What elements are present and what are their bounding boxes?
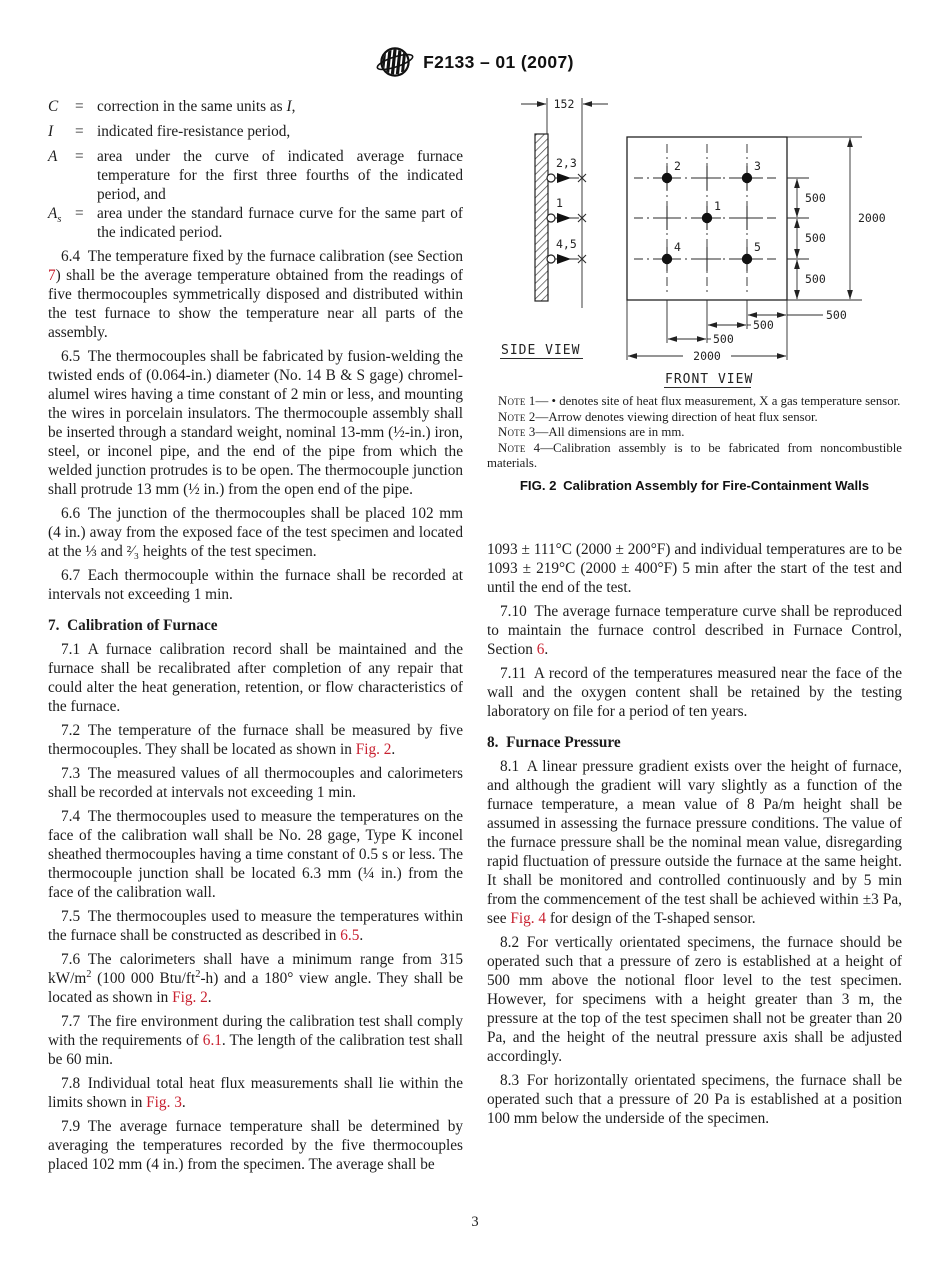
viewing-direction-arrow bbox=[557, 213, 571, 223]
definition-text: area under the curve of indicated average furnace temperature for the first three fourths of the indicated period, and bbox=[97, 148, 463, 204]
definitions-list bbox=[48, 97, 463, 242]
side-view-label: SIDE VIEW bbox=[501, 343, 581, 358]
paragraph-7-8: 7.8 Individual total heat flux measurements shall lie within the limits shown in Fig. 3. bbox=[48, 1075, 463, 1112]
front-view-label: FRONT VIEW bbox=[665, 372, 754, 387]
equals-sign: = bbox=[75, 98, 84, 115]
cross-reference-link[interactable]: Fig. 2 bbox=[355, 741, 392, 759]
heat-flux-sensor-circle bbox=[547, 214, 555, 222]
equals-sign: = bbox=[75, 205, 84, 223]
paragraph-6-4: 6.4 The temperature fixed by the furnace calibration (see Section 7) shall be the average temperature obtained from the readings of five thermocouples symmetrically disposed and distributed within the test furnace to show the temperature near all parts of the assembly. bbox=[48, 248, 463, 342]
row-dimension: 500 bbox=[805, 272, 826, 286]
cross-reference-link[interactable]: 6.5 bbox=[340, 927, 360, 945]
note-text: —Arrow denotes viewing direction of heat flux sensor. bbox=[535, 409, 818, 424]
height-dimension: 2000 bbox=[858, 211, 886, 225]
paragraph-7-2: 7.2 The temperature of the furnace shall be measured by five thermocouples. They shall be located as shown in Fig. 2. bbox=[48, 722, 463, 759]
cross-reference-link[interactable]: 6.1 bbox=[202, 1032, 222, 1050]
figure-note-3 bbox=[487, 425, 902, 441]
viewing-direction-arrow bbox=[557, 173, 571, 183]
right-column bbox=[487, 90, 902, 1174]
figure-note-2 bbox=[487, 410, 902, 426]
definition-text: indicated fire-resistance period, bbox=[97, 123, 291, 141]
cross-reference-link[interactable]: 6 bbox=[536, 640, 545, 658]
point-label: 4 bbox=[674, 240, 681, 254]
definition-text: correction in the same units as I, bbox=[97, 98, 296, 115]
paragraph-6-6: 6.6 The junction of the thermocouples shall be placed 102 mm (4 in.) away from the exposed face of the test specimen and located at the ⅓ and ²⁄₃ heights of the test specimen. bbox=[48, 505, 463, 561]
viewing-direction-arrow bbox=[557, 254, 571, 264]
sensor-label: 2,3 bbox=[556, 156, 577, 170]
section-7-heading: 7. Calibration of Furnace bbox=[48, 617, 218, 635]
document-title: F2133 – 01 (2007) bbox=[423, 51, 574, 72]
note-label: Note 1 bbox=[498, 394, 536, 408]
definition-row bbox=[48, 97, 463, 122]
point-label: 3 bbox=[754, 159, 761, 173]
paragraph-7-3: 7.3 The measured values of all thermocouples and calorimeters shall be recorded at intervals not exceeding 1 min. bbox=[48, 765, 463, 802]
paragraph-8-3: 8.3 For horizontally orientated specimens, the furnace shall be operated such that a pressure of 20 Pa is established at a position 100 mm below the underside of the specimen. bbox=[487, 1071, 902, 1127]
heat-flux-sensor-circle bbox=[547, 255, 555, 263]
figure-note-1 bbox=[487, 394, 902, 410]
note-text: — • denotes site of heat flux measurement, X a gas temperature sensor. bbox=[535, 394, 901, 408]
heat-flux-point-1 bbox=[702, 213, 712, 223]
heat-flux-point-2 bbox=[662, 173, 672, 183]
left-column bbox=[48, 90, 463, 1174]
equals-sign: = bbox=[75, 123, 84, 141]
cross-reference-link[interactable]: Fig. 4 bbox=[510, 909, 547, 927]
side-view-group bbox=[500, 97, 608, 359]
page-header bbox=[0, 44, 950, 80]
side-view-depth-dimension: 152 bbox=[553, 97, 575, 111]
width-dimension: 2000 bbox=[693, 349, 721, 363]
definition-symbol: C bbox=[48, 98, 59, 115]
page-number: 3 bbox=[471, 1214, 479, 1230]
paragraph-7-1: 7.1 A furnace calibration record shall be maintained and the furnace shall be recalibrated after completion of any repair that could alter the heat generation, retention, or flow characteristics of the furnace. bbox=[48, 641, 463, 716]
astm-logo bbox=[376, 44, 414, 80]
sensor-label: 4,5 bbox=[556, 237, 577, 251]
point-label: 5 bbox=[754, 240, 761, 254]
section-8-heading: 8. Furnace Pressure bbox=[487, 733, 621, 751]
figure-notes bbox=[487, 394, 902, 472]
definition-symbol: A bbox=[48, 205, 58, 223]
front-view-group bbox=[627, 137, 886, 388]
col-dimension: 500 bbox=[753, 318, 774, 332]
wall-section bbox=[535, 134, 548, 301]
row-dimension: 500 bbox=[805, 191, 826, 205]
point-label: 2 bbox=[674, 159, 681, 173]
note-text: —Calibration assembly is to be fabricated from noncombustible materials. bbox=[487, 440, 902, 471]
paragraph-7-5: 7.5 The thermocouples used to measure the temperatures within the furnace shall be constructed as described in 6.5. bbox=[48, 908, 463, 945]
definition-row bbox=[48, 122, 463, 147]
cross-reference-link[interactable]: Fig. 2 bbox=[172, 989, 208, 1007]
calibration-assembly-diagram bbox=[487, 90, 902, 392]
col-dimension: 500 bbox=[713, 332, 734, 346]
col-dimension: 500 bbox=[826, 308, 847, 322]
paragraph-7-9-continued: 1093 ± 111°C (2000 ± 200°F) and individual temperatures are to be 1093 ± 219°C (2000 ± 400°F) 5 min after the start of the test and until the end of the test. bbox=[487, 540, 902, 596]
definition-symbol: A bbox=[48, 148, 58, 166]
two-column-layout bbox=[48, 90, 902, 1174]
equals-sign: = bbox=[75, 148, 84, 166]
note-text: —All dimensions are in mm. bbox=[535, 425, 685, 440]
definition-text: area under the standard furnace curve for the same part of the indicated period. bbox=[97, 205, 463, 242]
sensor-row-1 bbox=[547, 196, 586, 223]
figure-note-4 bbox=[487, 441, 902, 472]
row-dimension: 500 bbox=[805, 231, 826, 245]
heat-flux-point-4 bbox=[662, 254, 672, 264]
figure-caption: FIG. 2 Calibration Assembly for Fire-Containment Walls bbox=[519, 477, 870, 493]
cross-reference-link[interactable]: Fig. 3 bbox=[146, 1094, 182, 1112]
point-label: 1 bbox=[714, 199, 721, 213]
sensor-row-2-3 bbox=[547, 156, 586, 183]
heat-flux-sensor-circle bbox=[547, 174, 555, 182]
paragraph-7-11: 7.11 A record of the temperatures measured near the face of the wall and the oxygen content shall be retained by the testing laboratory on file for a period of ten years. bbox=[487, 664, 902, 720]
heat-flux-point-5 bbox=[742, 254, 752, 264]
definition-symbol: I bbox=[48, 123, 54, 141]
sensor-label: 1 bbox=[556, 196, 563, 210]
paragraph-7-7: 7.7 The fire environment during the calibration test shall comply with the requirements of 6.1. The length of the calibration test shall be 60 min. bbox=[48, 1013, 463, 1069]
definition-row bbox=[48, 204, 463, 242]
cross-reference-link[interactable]: 7 bbox=[48, 267, 56, 285]
paragraph-7-10: 7.10 The average furnace temperature curve shall be reproduced to maintain the furnace control described in Furnace Control, Section 6. bbox=[487, 602, 902, 658]
paragraph-7-6: 7.6 The calorimeters shall have a minimum range from 315 $kW/m^2$ (100 000 Btu/$ft^2-h$) and a 180° view angle. They shall be located as shown in Fig. 2. bbox=[48, 951, 464, 1007]
definition-symbol-subscript: s bbox=[57, 214, 62, 226]
figure-2 bbox=[487, 90, 902, 493]
heat-flux-point-3 bbox=[742, 173, 752, 183]
paragraph-6-7: 6.7 Each thermocouple within the furnace shall be recorded at intervals not exceeding 1 min. bbox=[48, 567, 463, 604]
note-label: Note 4 bbox=[498, 440, 541, 455]
paragraph-7-4: 7.4 The thermocouples used to measure the temperatures on the face of the calibration wall shall be No. 28 gage, Type K inconel sheathed thermocouples having a time constant of 0.5 s or less. The thermocouple junction shall be located 6.3 mm (¼ in.) from the face of the calibration wall. bbox=[48, 808, 463, 902]
note-label: Note 3 bbox=[498, 425, 536, 440]
paragraph-8-1: 8.1 A linear pressure gradient exists over the height of furnace, and although the gradient will vary slightly as a function of the furnace temperature, a mean value of 8 Pa/m height shall be assumed in assessing the furnace pressure conditions. The value of the furnace pressure shall be the nominal mean value, disregarding rapid fluctuation of pressure outside the furnace at the same height. It shall be monitored and controlled continuously and by 5 min from the commencement of the test shall be achieved within ±3 Pa, see Fig. 4 for design of the T-shaped sensor. bbox=[487, 757, 902, 927]
paragraph-7-9: 7.9 The average furnace temperature shall be determined by averaging the temperatures recorded by the five thermocouples placed 102 mm (4 in.) from the specimen. The average shall be bbox=[48, 1118, 463, 1174]
paragraph-6-5: 6.5 The thermocouples shall be fabricated by fusion-welding the twisted ends of (0.064-in.) diameter (No. 14 B & S gage) chromel-alumel wires having a time constant of 2 min or less, and mounting the wires in porcelain insulators. The thermocouple assembly shall be inserted through a standard weight, nominal 13-mm (½-in.) iron, steel, or inconel pipe, and the end of the pipe from which the welded junction protrudes is to be open. The thermocouple junction shall protrude 13 mm (½ in.) from the open end of the pipe. bbox=[48, 348, 463, 499]
definition-row bbox=[48, 147, 463, 204]
sensor-row-4-5 bbox=[547, 237, 586, 264]
paragraph-8-2: 8.2 For vertically orientated specimens, the furnace should be operated such that a pressure of zero is established at a height of 500 mm above the notional floor level to the test specimen. However, for specimens with a height greater than 3 m, the pressure at the top of the test specimen shall not be greater than 20 Pa, and the height of the neutral pressure axis shall be adjusted accordingly. bbox=[487, 933, 902, 1065]
note-label: Note 2 bbox=[498, 409, 536, 424]
